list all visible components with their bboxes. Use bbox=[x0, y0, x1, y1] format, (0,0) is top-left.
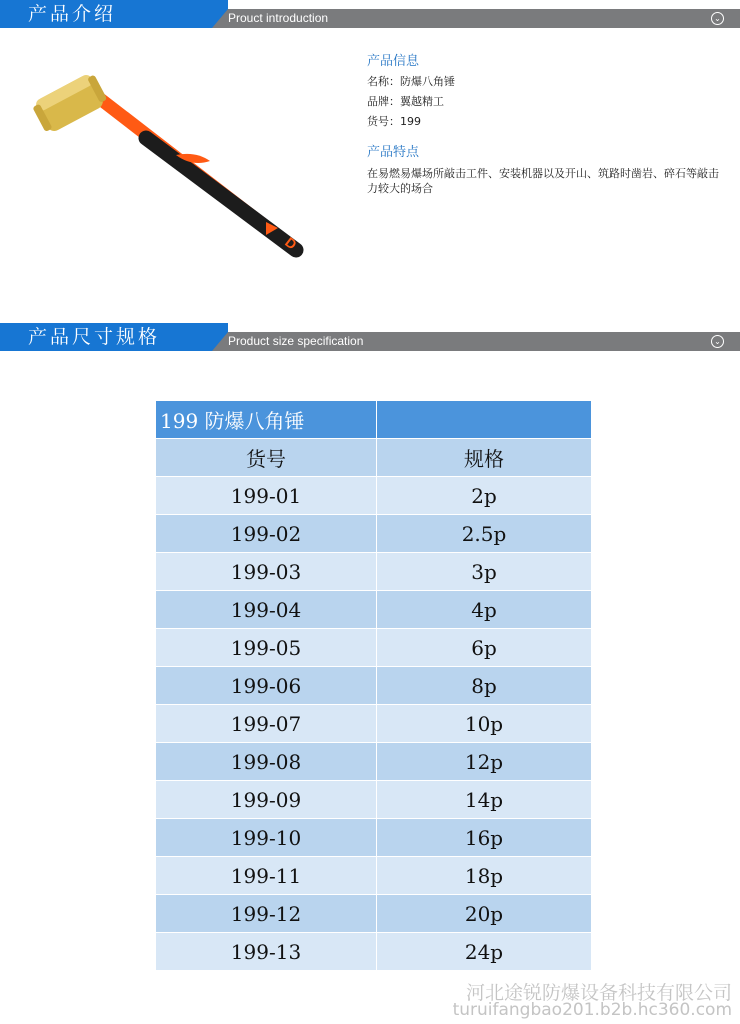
watermark-url: turuifangbao201.b2b.hc360.com bbox=[452, 1000, 732, 1020]
product-name: 名称：防爆八角锤 bbox=[367, 75, 455, 88]
table-row bbox=[156, 895, 592, 933]
cell-sku: 199-05 bbox=[156, 629, 377, 667]
section-title-en: Prouct introduction bbox=[228, 11, 329, 25]
cell-sku: 199-09 bbox=[156, 781, 377, 819]
table-row bbox=[156, 591, 592, 629]
column-header-spec: 规格 bbox=[377, 439, 592, 477]
cell-sku: 199-11 bbox=[156, 857, 377, 895]
cell-sku: 199-02 bbox=[156, 515, 377, 553]
cell-spec: 20p bbox=[377, 895, 592, 933]
cell-spec: 8p bbox=[377, 667, 592, 705]
table-title: 199 防爆八角锤 bbox=[156, 401, 377, 439]
table-row bbox=[156, 933, 592, 971]
section-title-cn: 产品介绍 bbox=[28, 3, 117, 25]
watermark-company: 河北途锐防爆设备科技有限公司 bbox=[465, 982, 732, 1004]
cell-spec: 4p bbox=[377, 591, 592, 629]
cell-sku: 199-04 bbox=[156, 591, 377, 629]
table-title-blank bbox=[377, 401, 592, 439]
cell-sku: 199-08 bbox=[156, 743, 377, 781]
table-row bbox=[156, 553, 592, 591]
table-title-row bbox=[156, 401, 592, 439]
cell-sku: 199-12 bbox=[156, 895, 377, 933]
cell-sku: 199-06 bbox=[156, 667, 377, 705]
cell-spec: 3p bbox=[377, 553, 592, 591]
column-header-sku: 货号 bbox=[156, 439, 377, 477]
table-row bbox=[156, 743, 592, 781]
cell-sku: 199-07 bbox=[156, 705, 377, 743]
product-brand: 品牌：翼越精工 bbox=[367, 95, 444, 108]
cell-sku: 199-10 bbox=[156, 819, 377, 857]
chevron-down-icon[interactable]: ⌄ bbox=[711, 12, 724, 25]
table-row bbox=[156, 857, 592, 895]
cell-sku: 199-01 bbox=[156, 477, 377, 515]
product-features-text: 在易燃易爆场所敲击工件、安装机器以及开山、筑路时凿岩、碎石等敲击力较大的场合 bbox=[367, 167, 719, 195]
hammer-image bbox=[26, 60, 326, 280]
cell-spec: 24p bbox=[377, 933, 592, 971]
cell-spec: 16p bbox=[377, 819, 592, 857]
table-row bbox=[156, 477, 592, 515]
hammer-grip bbox=[146, 138, 296, 250]
table-row bbox=[156, 629, 592, 667]
table-header-row bbox=[156, 439, 592, 477]
product-info-panel bbox=[367, 52, 727, 196]
cell-spec: 2.5p bbox=[377, 515, 592, 553]
chevron-down-icon[interactable]: ⌄ bbox=[711, 335, 724, 348]
cell-spec: 12p bbox=[377, 743, 592, 781]
grip-letter: D bbox=[282, 233, 300, 253]
section-title-cn: 产品尺寸规格 bbox=[28, 326, 161, 348]
table-row bbox=[156, 667, 592, 705]
cell-sku: 199-13 bbox=[156, 933, 377, 971]
cell-spec: 18p bbox=[377, 857, 592, 895]
spec-table bbox=[155, 400, 592, 971]
table-row bbox=[156, 781, 592, 819]
hammer-head bbox=[30, 71, 109, 136]
section-header-intro bbox=[0, 0, 740, 28]
product-sku: 货号：199 bbox=[367, 115, 421, 128]
product-info-heading: 产品信息 bbox=[367, 54, 420, 69]
cell-spec: 14p bbox=[377, 781, 592, 819]
cell-spec: 6p bbox=[377, 629, 592, 667]
cell-spec: 2p bbox=[377, 477, 592, 515]
table-row bbox=[156, 705, 592, 743]
section-title-en: Product size specification bbox=[228, 334, 364, 348]
table-row bbox=[156, 819, 592, 857]
product-features-heading: 产品特点 bbox=[367, 145, 420, 160]
cell-spec: 10p bbox=[377, 705, 592, 743]
cell-sku: 199-03 bbox=[156, 553, 377, 591]
table-row bbox=[156, 515, 592, 553]
section-header-spec bbox=[0, 323, 740, 351]
